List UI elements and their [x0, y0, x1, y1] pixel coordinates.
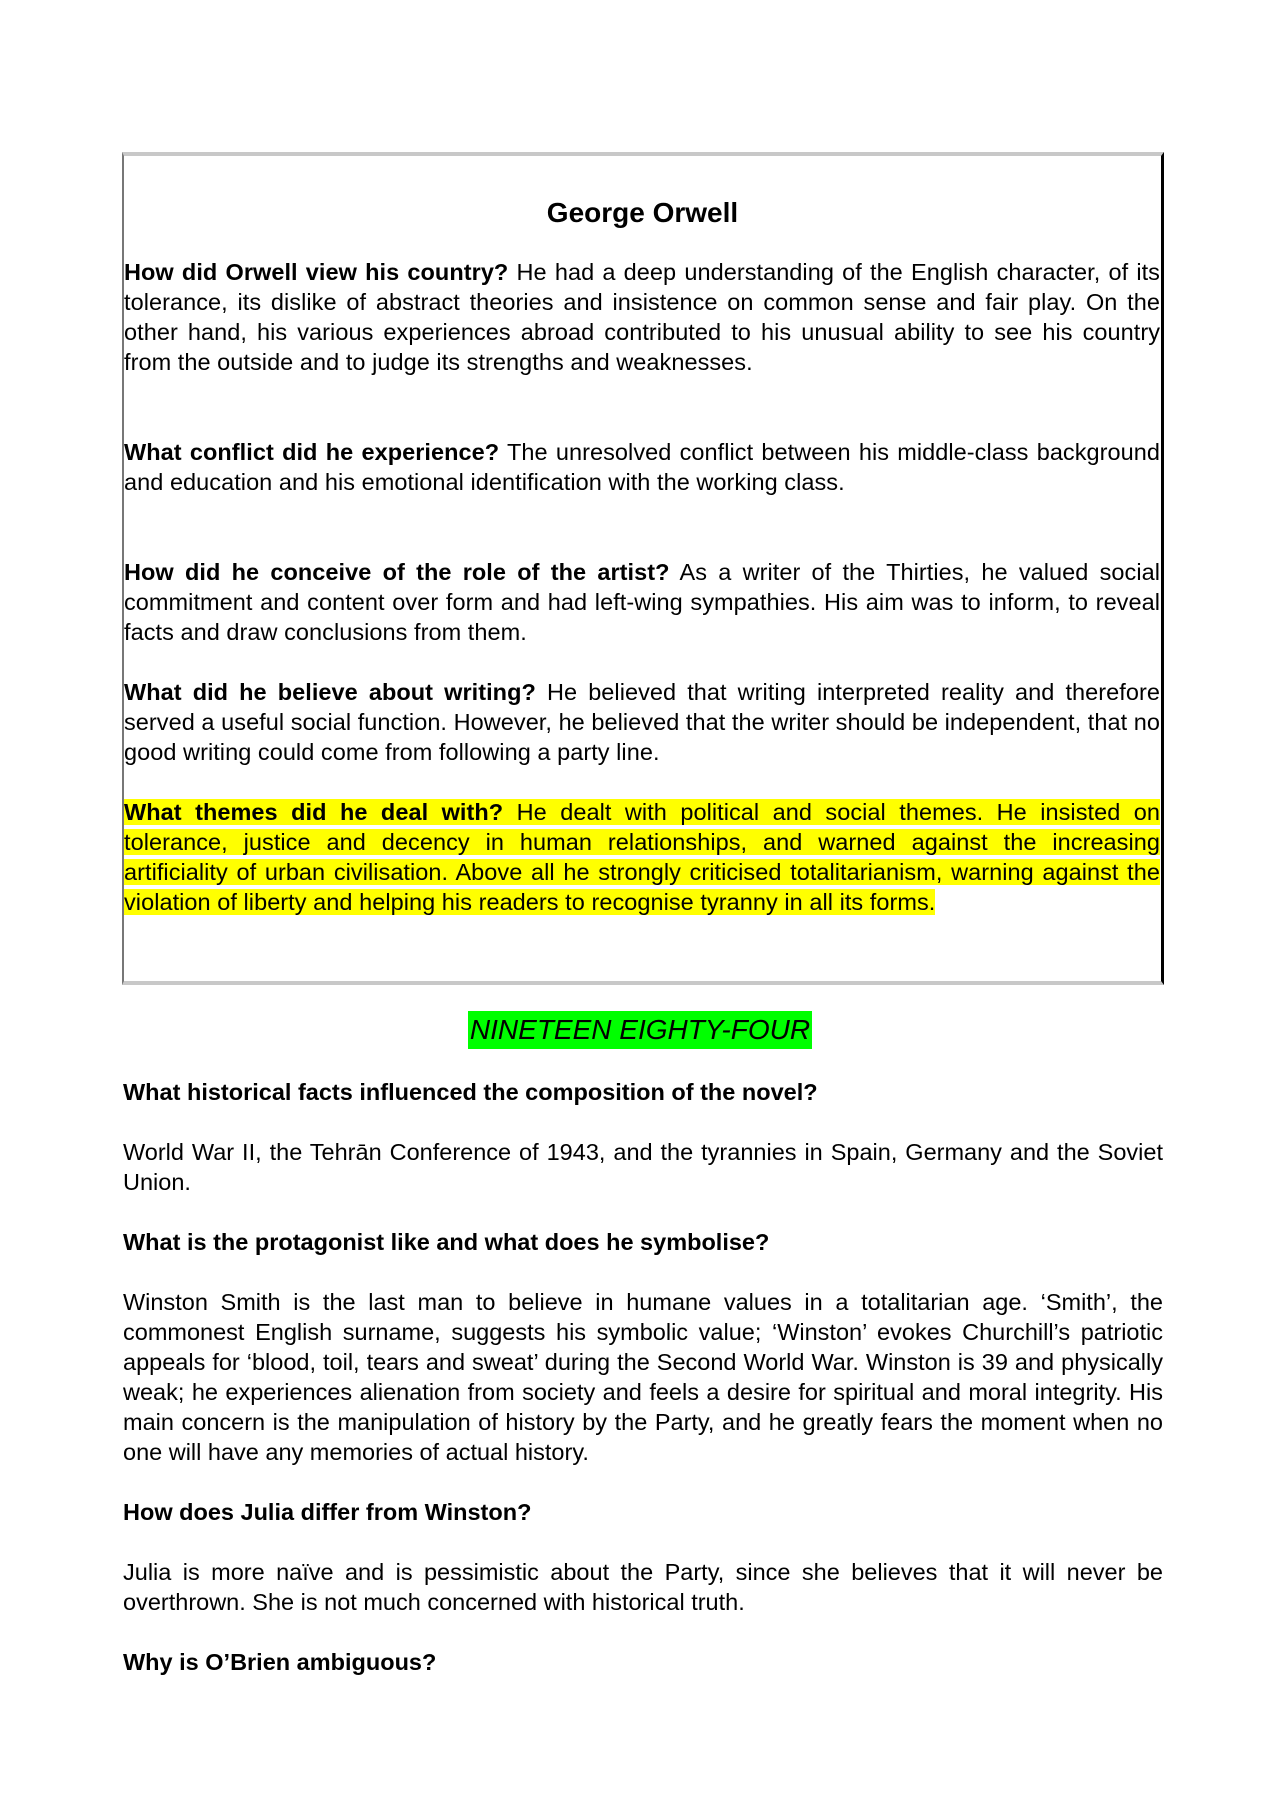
- author-paragraph: [124, 677, 1160, 767]
- paragraph-question: How did Orwell view his country?: [124, 259, 509, 285]
- paragraph-question: What did he believe about writing?: [124, 679, 536, 705]
- section-answer: World War II, the Tehrān Conference of 1943, and the tyrannies in Spain, Germany and the Soviet Union.: [123, 1139, 1163, 1195]
- section-answer: Winston Smith is the last man to believe in humane values in a totalitarian age. ‘Smith’, the commonest English surname, suggests his symbolic value; ‘Winston’ evokes Churchill’s patriotic appeals for ‘blood, toil, tears and sweat’ during the Second World War. Winston is 39 and physically weak; he experiences alienation from society and feels a desire for spiritual and moral integrity. His main concern is the manipulation of history by the Party, and he greatly fears the moment when no one will have any memories of actual history.: [123, 1289, 1163, 1465]
- section-question: How does Julia differ from Winston?: [123, 1499, 532, 1525]
- paragraph-question: What conflict did he experience?: [124, 439, 500, 465]
- author-paragraph: [124, 257, 1160, 377]
- author-paragraph-highlighted: [124, 797, 1160, 917]
- paragraph-question: How did he conceive of the role of the artist?: [124, 559, 670, 585]
- section-answer: Julia is more naïve and is pessimistic about the Party, since she believes that it will never be overthrown. She is not much concerned with historical truth.: [123, 1559, 1163, 1615]
- novel-title: NINETEEN EIGHTY-FOUR: [468, 1011, 812, 1049]
- author-title: George Orwell: [546, 197, 739, 228]
- section-question: What is the protagonist like and what does he symbolise?: [123, 1229, 770, 1255]
- author-paragraph: [124, 437, 1160, 497]
- paragraph-question: What themes did he deal with?: [124, 799, 504, 825]
- paragraph-answer: He believed that writing interpreted reality and therefore served a useful social function. However, he believed that the writer should be independent, that no good writing could come from following a party line.: [124, 679, 1160, 765]
- section-question: Why is O’Brien ambiguous?: [123, 1649, 437, 1675]
- paragraph-answer: The unresolved conflict between his middle-class background and education and his emotional identification with the working class.: [124, 439, 1161, 495]
- section-question: What historical facts influenced the composition of the novel?: [123, 1079, 818, 1105]
- paragraph-answer: He dealt with political and social themes. He insisted on tolerance, justice and decency in human relationships, and warned against the increasing artificiality of urban civilisation. Above all he strongly criticised totalitarianism, warning against the violation of liberty and helping his readers to recognise tyranny in all its forms.: [124, 799, 1160, 915]
- novel-title-band: [0, 1011, 1280, 1049]
- paragraph-answer: As a writer of the Thirties, he valued social commitment and content over form and had left-wing sympathies. His aim was to inform, to reveal facts and draw conclusions from them.: [124, 559, 1160, 645]
- author-info-box: [122, 152, 1164, 985]
- author-paragraph: [124, 557, 1160, 647]
- paragraph-answer: He had a deep understanding of the English character, of its tolerance, its dislike of abstract theories and insistence on common sense and fair play. On the other hand, his various experiences abroad contributed to his unusual ability to see his country from the outside and to judge its strengths and weaknesses.: [124, 259, 1160, 375]
